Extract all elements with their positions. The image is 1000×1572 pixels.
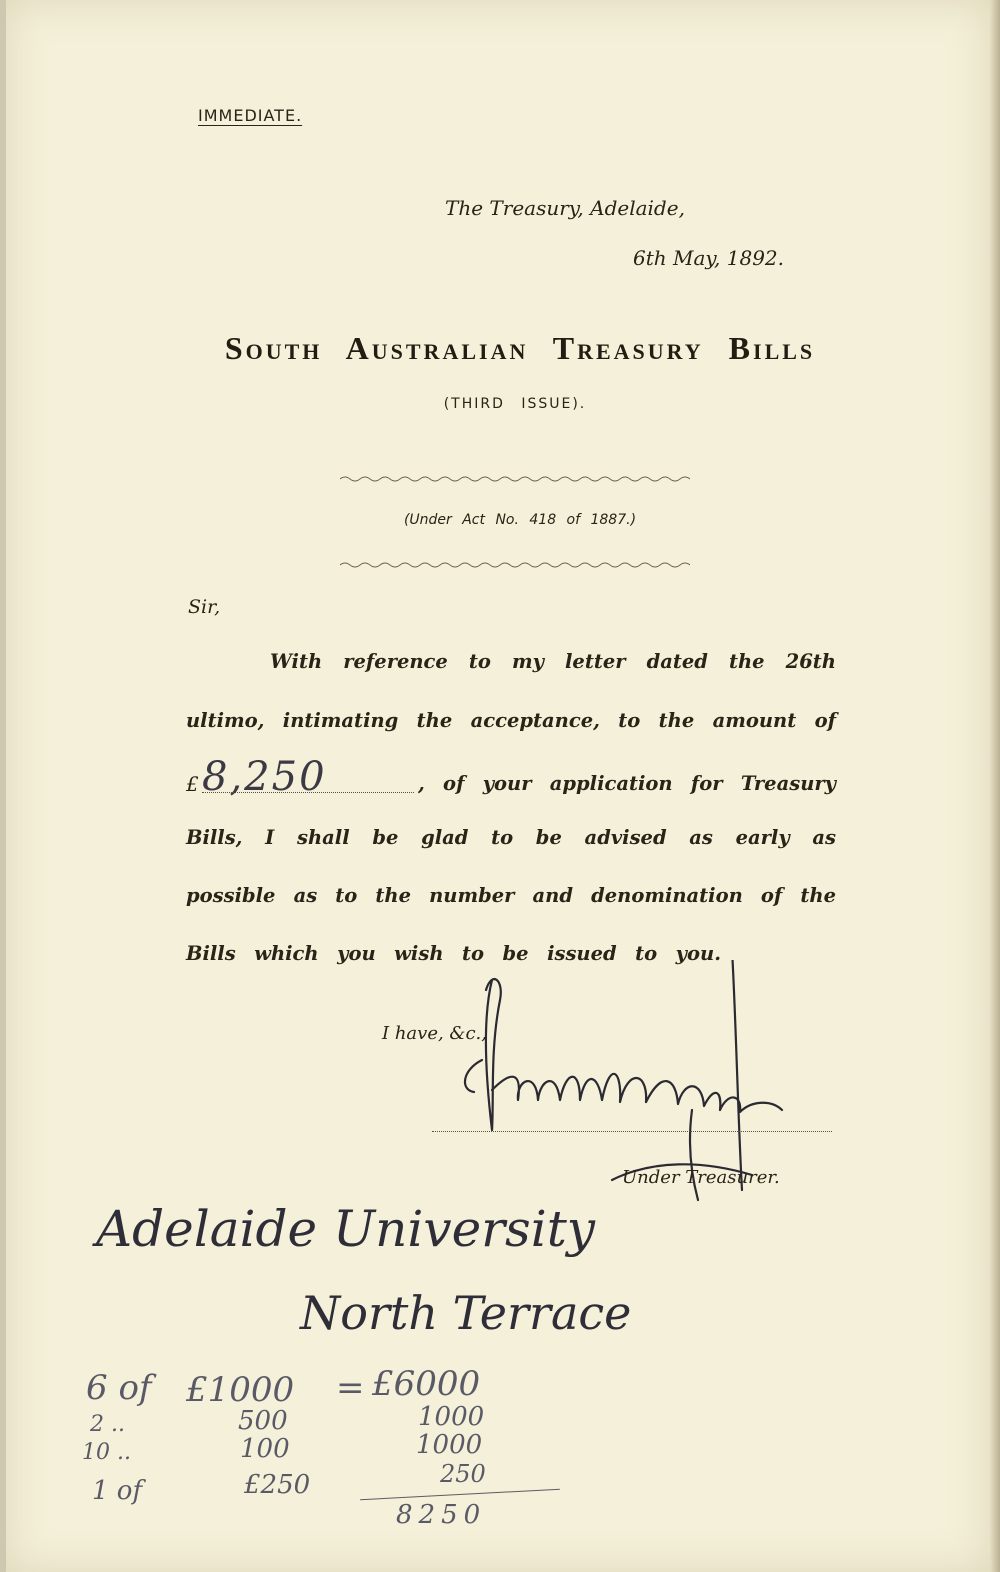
tally-denomination: £1000 [186, 1370, 295, 1410]
page-edge [990, 0, 1000, 1572]
body-line-4: Bills, I shall be glad to be advised as early as [186, 826, 836, 849]
tally-count: 2 .. [90, 1412, 125, 1437]
letter-date: 6th May, 1892. [633, 246, 785, 270]
tally-denomination: 100 [240, 1434, 290, 1464]
amount-line [186, 754, 836, 804]
handwritten-amount: 8,250 [202, 754, 327, 800]
letter-heading: South Australian Treasury Bills [224, 330, 816, 366]
tally-total: 1000 [418, 1402, 485, 1432]
ornamental-rule-top [340, 475, 690, 483]
tally-total: £6000 [372, 1364, 481, 1404]
body-line-3: , of your application for Treasury [418, 772, 836, 795]
ornamental-rule-bottom [340, 561, 690, 569]
body-line-6: Bills which you wish to be issued to you. [186, 942, 721, 965]
body-line-2: ultimo, intimating the acceptance, to the amount of [186, 709, 836, 732]
tally-total: 250 [440, 1460, 486, 1488]
tally-denomination: 500 [238, 1406, 288, 1436]
tally-denomination: £250 [244, 1470, 311, 1500]
body-line-1: With reference to my letter dated the 26th [270, 650, 836, 673]
handwritten-street: North Terrace [300, 1286, 632, 1340]
act-reference: (Under Act No. 418 of 1887.) [403, 512, 637, 528]
pound-sign: £ [186, 772, 199, 796]
immediate-label: IMMEDIATE. [198, 106, 303, 125]
sender-address: The Treasury, Adelaide, [445, 196, 685, 220]
signatory-title: Under Treasurer. [622, 1167, 780, 1188]
tally-count: 10 .. [82, 1440, 131, 1465]
body-line-5: possible as to the number and denomination of the [186, 884, 836, 907]
tally-equals: = [336, 1368, 365, 1408]
tally-total: 1000 [416, 1430, 483, 1460]
issue-subheading: (THIRD ISSUE). [443, 396, 587, 412]
closing-phrase: I have, &c., [382, 1023, 487, 1044]
handwritten-addressee: Adelaide University [96, 1200, 596, 1258]
tally-count: 1 of [92, 1476, 143, 1506]
amount-dotted-line [202, 792, 414, 793]
signature-dotted-line [432, 1131, 832, 1132]
tally-count: 6 of [86, 1368, 152, 1408]
tally-grand-total: 8250 [396, 1500, 487, 1530]
salutation: Sir, [188, 596, 221, 618]
